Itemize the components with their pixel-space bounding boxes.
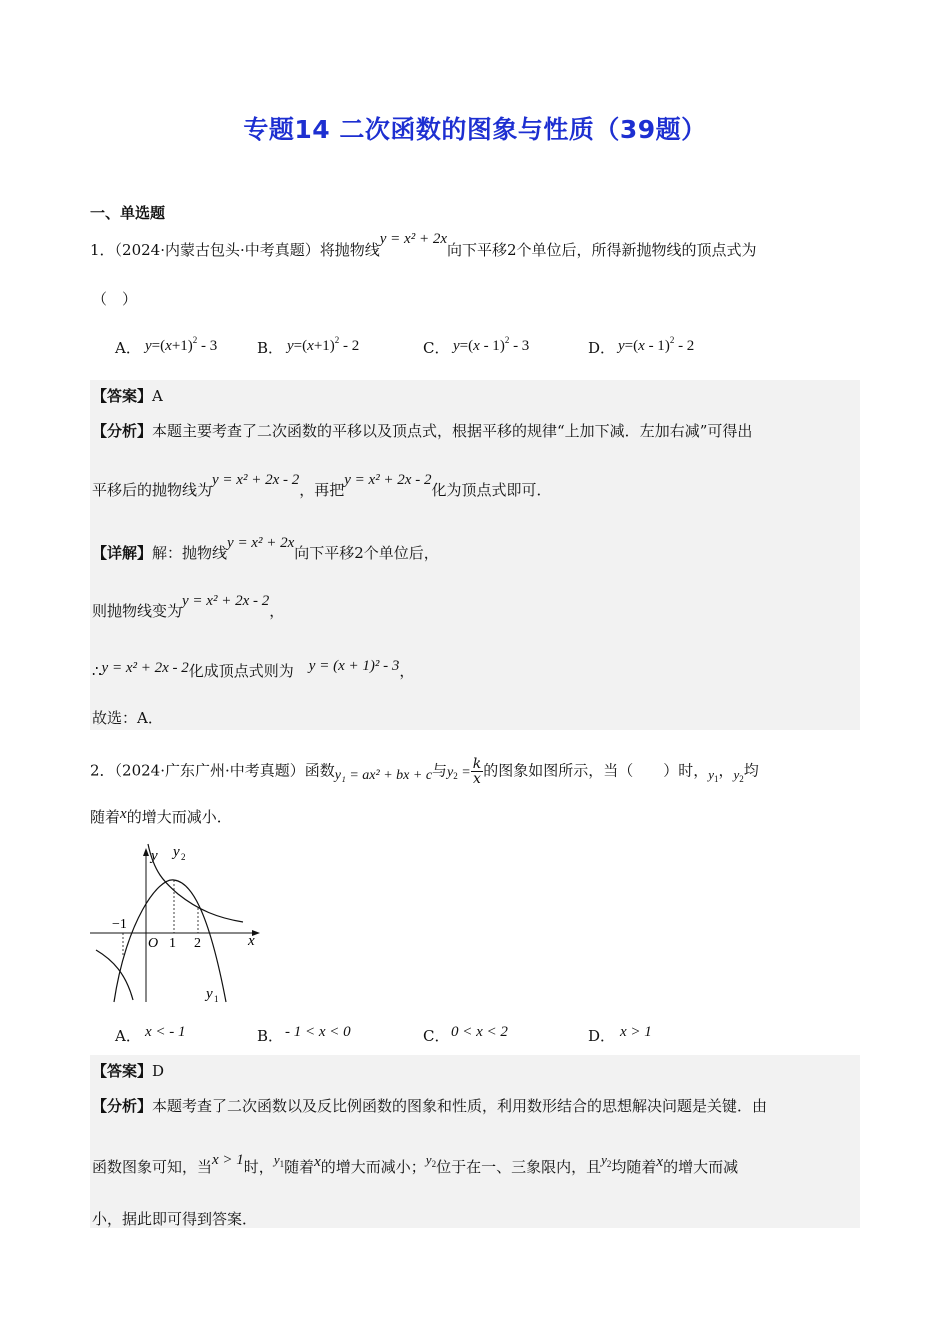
q1-analysis-line1: 【分析】本题主要考查了二次函数的平移以及顶点式，根据平移的规律“上加下减．左加右减”可得出: [92, 422, 753, 440]
q2-option-c-label[interactable]: C．: [423, 1027, 450, 1045]
q1-options: [115, 330, 835, 358]
q2-option-d[interactable]: x > 1: [620, 1024, 652, 1040]
y2-symbol-3: $y_2$: [601, 1152, 612, 1169]
section-heading: 一、单选题: [90, 204, 166, 222]
label-y1-sub: 1: [214, 994, 219, 1004]
q1-option-a-label[interactable]: A．: [115, 339, 141, 357]
q1-answer: 【答案】A: [92, 387, 163, 405]
y2-symbol-2: $y_2$: [425, 1152, 437, 1169]
q2-analysis-line2: 函数图象可知，当x > 1时，$y_1$随着x的增大而减小；$y_2$位于在一、三象限内，且$y_2$均随着x的增大而减: [92, 1152, 739, 1176]
q1-stem: [90, 231, 757, 261]
y2-curve-q3: [96, 950, 133, 1000]
q2-stem-line2: 随着x的增大而减小．: [90, 806, 232, 826]
cond-x-gt-1: x > 1: [212, 1152, 244, 1168]
q2-option-a[interactable]: x < - 1: [145, 1024, 186, 1040]
label-neg1: −1: [112, 917, 127, 932]
q1-parabola-formula: y = x² + 2x: [379, 231, 447, 247]
label-y1: y: [206, 986, 213, 1002]
y2-symbol: $y_2$: [733, 766, 744, 784]
formula-shifted: y = x² + 2x - 2: [212, 472, 300, 488]
formula-vertex: y = (x + 1)² - 3: [308, 658, 400, 674]
q2-option-b[interactable]: - 1 < x < 0: [285, 1024, 351, 1040]
label-origin: O: [148, 936, 159, 951]
q1-analysis-line2: 平移后的抛物线为y = x² + 2x - 2，再把y = x² + 2x - 2化为顶点式即可．: [92, 472, 552, 499]
label-two: 2: [194, 936, 201, 951]
x-symbol-2: x: [314, 1154, 321, 1170]
x-symbol-3: x: [656, 1154, 664, 1170]
formula-shifted-2: y = x² + 2x - 2: [344, 472, 432, 488]
q1-detail-line1: 【详解】解：抛物线y = x² + 2x向下平移2个单位后，: [92, 535, 439, 562]
q1-choose: 故选：A．: [92, 709, 163, 727]
q1-option-b[interactable]: $y=(x+1)^2 - 2$: [287, 335, 360, 354]
q1-option-d[interactable]: y=(x - 1)$^2$ - 2: [618, 335, 695, 354]
label-y2-sub: 2: [181, 852, 186, 862]
q2-option-a-label[interactable]: A．: [115, 1027, 141, 1045]
q1-option-b-label[interactable]: B．: [257, 339, 284, 357]
formula-shifted-3: y = x² + 2x - 2: [182, 593, 270, 609]
q1-paren: （ ）: [92, 290, 138, 308]
q2-answer-block: [90, 1055, 860, 1228]
q2-option-b-label[interactable]: B．: [257, 1027, 284, 1045]
formula-f1: y₁ = ax² + bx + c: [334, 767, 433, 783]
y1-symbol: $y_1$: [708, 766, 719, 784]
page-title: 专题14 二次函数的图象与性质（39题）: [243, 115, 707, 144]
y2-curve-q1: [148, 844, 243, 922]
q2-options: [115, 1024, 835, 1048]
q1-detail-line2: 则抛物线变为y = x² + 2x - 2，: [92, 593, 285, 620]
formula-f2-frac: $\frac{k}{x}$: [472, 756, 482, 787]
label-y2: y: [173, 844, 180, 860]
q2-stem-line1: 2．（2024·广东广州·中考真题）函数y₁ = ax² + bx + c与$y_2$ = $\frac{k}{x}$ 的图象如图所示，当（ ）时，$y_1$，$y_2$均: [90, 756, 759, 787]
label-y-axis: y: [151, 848, 158, 864]
q1-stem-a: 1．（2024·内蒙古包头·中考真题）将抛物线: [90, 241, 380, 259]
y-axis-arrow: [143, 848, 149, 856]
formula-shifted-4: y = x² + 2x - 2: [101, 660, 189, 676]
q1-option-c-label[interactable]: C．: [423, 339, 450, 357]
q1-option-d-label[interactable]: D．: [588, 339, 616, 357]
formula-parabola-2: y = x² + 2x: [227, 535, 295, 551]
q1-option-c[interactable]: y=(x - 1)$^2$ - 3: [453, 335, 530, 354]
q2-analysis-line1: 【分析】本题考查了二次函数以及反比例函数的图象和性质，利用数形结合的思想解决问题是关键．由: [92, 1097, 768, 1115]
label-one: 1: [169, 936, 176, 951]
q1-detail-line3: ∴y = x² + 2x - 2化成顶点式则为 y = (x + 1)² - 3，: [92, 658, 415, 680]
label-x-axis: x: [248, 933, 255, 949]
q2-answer: 【答案】D: [92, 1062, 165, 1080]
q2-analysis-line3: 小，据此即可得到答案．: [92, 1210, 258, 1228]
x-symbol: x: [120, 806, 127, 822]
function-graph: [88, 842, 268, 1007]
q1-option-a[interactable]: $y=(x+1)^2 - 3$: [145, 335, 218, 354]
q1-stem-b: 向下平移2个单位后，所得新抛物线的顶点式为: [446, 241, 757, 259]
y1-symbol-2: $y_1$: [273, 1152, 285, 1169]
q2-option-d-label[interactable]: D．: [588, 1027, 616, 1045]
q2-option-c[interactable]: 0 < x < 2: [451, 1024, 508, 1040]
formula-f2-y: $y_2$ =: [447, 764, 471, 781]
